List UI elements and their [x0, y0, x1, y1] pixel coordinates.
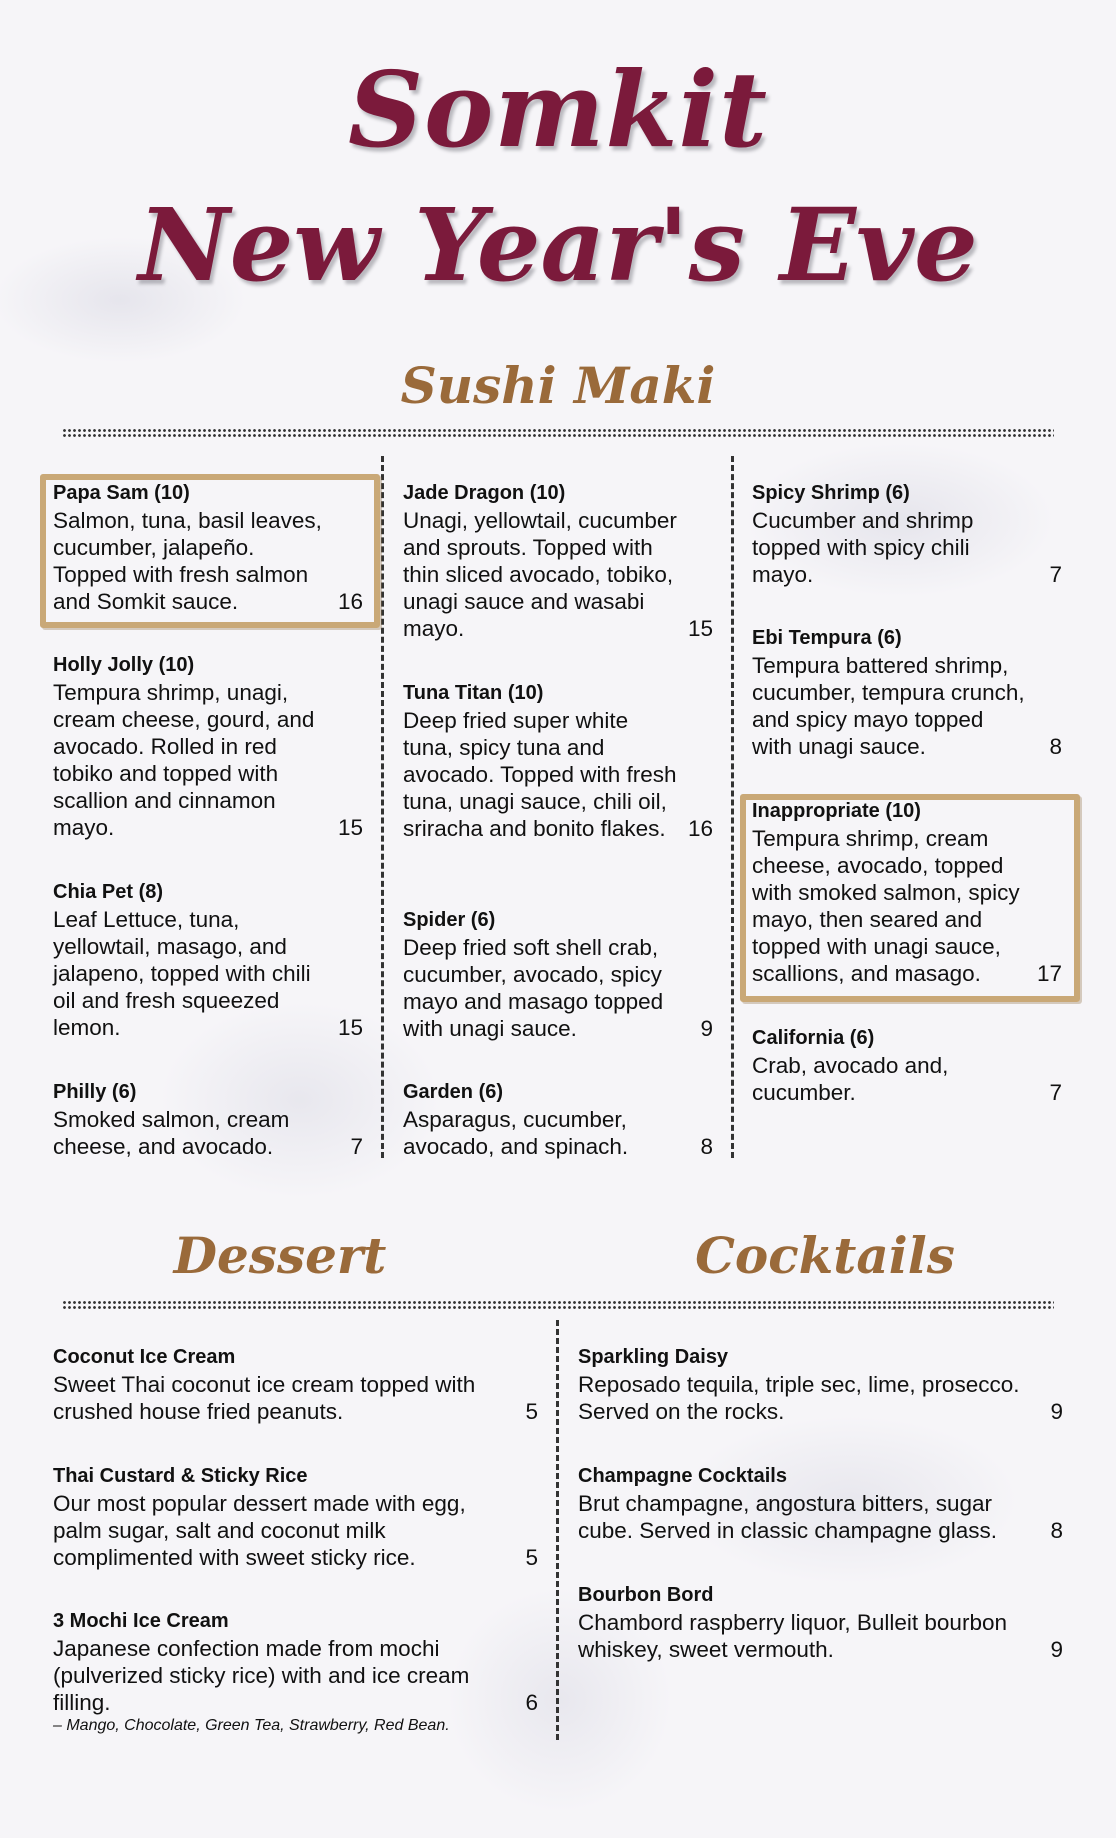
- menu-item: [53, 480, 363, 615]
- menu-item: [752, 1025, 1062, 1106]
- item-price: 15: [337, 815, 363, 840]
- item-price: 16: [687, 816, 713, 841]
- menu-item: [752, 625, 1062, 760]
- menu-item: [403, 480, 713, 642]
- item-price: 15: [337, 1015, 363, 1040]
- dessert-cocktails-column-divider: [556, 1320, 559, 1740]
- item-name: Tuna Titan (10): [403, 682, 544, 704]
- item-desc: Asparagus, cucumber, avocado, and spinach.: [403, 1107, 629, 1159]
- item-name: Philly (6): [53, 1081, 137, 1103]
- item-desc: Smoked salmon, cream cheese, and avocado.: [53, 1107, 290, 1159]
- item-desc: Japanese confection made from mochi (pulverized sticky rice) with and ice cream filling.: [53, 1636, 470, 1715]
- menu-item: [53, 1463, 538, 1571]
- item-price: 15: [687, 616, 713, 641]
- item-price: 9: [1050, 1399, 1063, 1424]
- item-price: 5: [525, 1545, 538, 1570]
- event-title: New Year's Eve: [138, 186, 978, 304]
- item-price: 9: [1050, 1637, 1063, 1662]
- sushi-column-divider-2: [731, 456, 734, 1158]
- sushi-section-title: Sushi Maki: [400, 356, 716, 415]
- item-name: 3 Mochi Ice Cream: [53, 1610, 229, 1632]
- menu-item: [403, 1079, 713, 1160]
- item-name: Garden (6): [403, 1081, 504, 1103]
- item-price: 8: [700, 1134, 713, 1159]
- menu-item: [578, 1344, 1063, 1425]
- item-price: 16: [337, 589, 363, 614]
- dessert-cocktails-divider: [62, 1300, 1054, 1310]
- item-name: Ebi Tempura (6): [752, 627, 902, 649]
- item-desc: Tempura shrimp, cream cheese, avocado, topped with smoked salmon, spicy mayo, then seared and topped with unagi sauce, scallions, and masago.: [752, 826, 1020, 986]
- item-price: 7: [1049, 562, 1062, 587]
- item-desc: Reposado tequila, triple sec, lime, prosecco. Served on the rocks.: [578, 1372, 1020, 1424]
- item-name: Coconut Ice Cream: [53, 1346, 236, 1368]
- item-price: 6: [525, 1690, 538, 1715]
- item-price: 7: [1049, 1080, 1062, 1105]
- menu-item: [53, 1608, 538, 1736]
- item-desc: Unagi, yellowtail, cucumber and sprouts. Topped with thin sliced avocado, tobiko, unagi sauce and wasabi mayo.: [403, 508, 677, 641]
- menu-item: [53, 879, 363, 1041]
- item-note: – Mango, Chocolate, Green Tea, Strawberry, Red Bean.: [53, 1717, 450, 1734]
- menu-item: [403, 680, 713, 842]
- item-price: 8: [1049, 734, 1062, 759]
- item-price: 17: [1036, 961, 1062, 986]
- cocktails-section-title: Cocktails: [695, 1226, 955, 1285]
- item-desc: Tempura battered shrimp, cucumber, tempura crunch, and spicy mayo topped with unagi sauce.: [752, 653, 1025, 759]
- item-price: 8: [1050, 1518, 1063, 1543]
- menu-item: [403, 907, 713, 1042]
- menu-item: [752, 798, 1062, 987]
- menu-item: [578, 1463, 1063, 1544]
- item-name: California (6): [752, 1027, 875, 1049]
- item-desc: Chambord raspberry liquor, Bulleit bourbon whiskey, sweet vermouth.: [578, 1610, 1007, 1662]
- item-desc: Tempura shrimp, unagi, cream cheese, gourd, and avocado. Rolled in red tobiko and topped with scallion and cinnamon mayo.: [53, 680, 315, 840]
- item-name: Papa Sam (10): [53, 482, 190, 504]
- item-name: Inappropriate (10): [752, 800, 921, 822]
- item-name: Champagne Cocktails: [578, 1465, 787, 1487]
- item-name: Chia Pet (8): [53, 881, 164, 903]
- item-price: 5: [525, 1399, 538, 1424]
- item-name: Thai Custard & Sticky Rice: [53, 1465, 308, 1487]
- menu-item: [578, 1582, 1063, 1663]
- dessert-section-title: Dessert: [173, 1226, 387, 1285]
- item-desc: Sweet Thai coconut ice cream topped with crushed house fried peanuts.: [53, 1372, 476, 1424]
- menu-item: [53, 652, 363, 841]
- menu-item: [53, 1344, 538, 1425]
- item-name: Spider (6): [403, 909, 496, 931]
- item-desc: Crab, avocado and, cucumber.: [752, 1053, 949, 1105]
- item-name: Spicy Shrimp (6): [752, 482, 910, 504]
- item-name: Holly Jolly (10): [53, 654, 195, 676]
- item-name: Sparkling Daisy: [578, 1346, 729, 1368]
- item-price: 9: [700, 1016, 713, 1041]
- menu-item: [53, 1079, 363, 1160]
- item-desc: Deep fried soft shell crab, cucumber, avocado, spicy mayo and masago topped with unagi sauce.: [403, 935, 664, 1041]
- sushi-column-divider-1: [381, 456, 384, 1158]
- item-desc: Leaf Lettuce, tuna, yellowtail, masago, and jalapeno, topped with chili oil and fresh squeezed lemon.: [53, 907, 311, 1040]
- sushi-divider: [62, 428, 1054, 438]
- item-desc: Cucumber and shrimp topped with spicy chili mayo.: [752, 508, 974, 587]
- menu-item: [752, 480, 1062, 588]
- item-desc: Brut champagne, angostura bitters, sugar cube. Served in classic champagne glass.: [578, 1491, 997, 1543]
- restaurant-title: Somkit: [347, 48, 769, 171]
- item-price: 7: [350, 1134, 363, 1159]
- item-desc: Our most popular dessert made with egg, palm sugar, salt and coconut milk complimented with sweet sticky rice.: [53, 1491, 466, 1570]
- item-desc: Salmon, tuna, basil leaves, cucumber, jalapeño. Topped with fresh salmon and Somkit sauce.: [53, 508, 322, 614]
- item-desc: Deep fried super white tuna, spicy tuna and avocado. Topped with fresh tuna, unagi sauce, chili oil, sriracha and bonito flakes.: [403, 708, 677, 841]
- item-name: Jade Dragon (10): [403, 482, 566, 504]
- item-name: Bourbon Bord: [578, 1584, 714, 1606]
